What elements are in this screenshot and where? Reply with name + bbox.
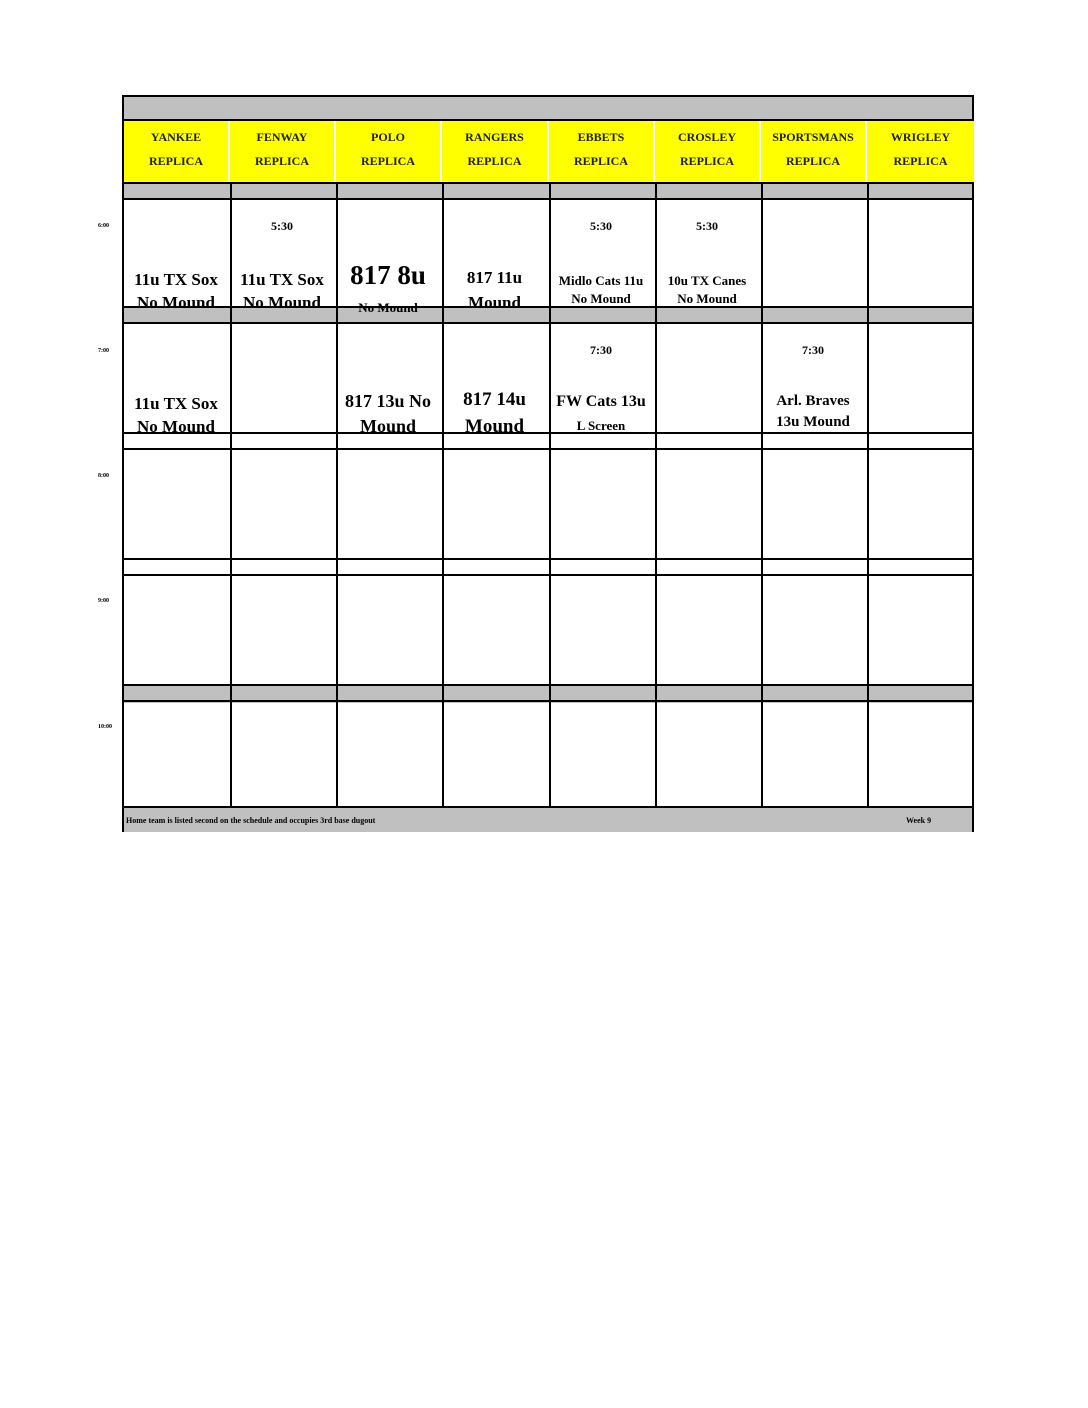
team-name: FW Cats 13u	[556, 393, 646, 410]
game-note: Mound	[464, 416, 525, 437]
team-name: 817 14u	[463, 389, 526, 410]
week-label: Week 9	[906, 816, 932, 825]
time-label: 8:00	[98, 473, 109, 479]
schedule-table	[122, 95, 974, 832]
footer-note: Home team is listed second on the schedule and occupies 3rd base dugout	[126, 816, 376, 825]
game-slot	[655, 324, 759, 430]
game-slot	[549, 200, 653, 306]
field-type: REPLICA	[573, 154, 628, 168]
game-slot	[124, 200, 228, 312]
field-type: REPLICA	[785, 154, 840, 168]
field-name: WRIGLEY	[890, 130, 951, 144]
grey-band	[124, 184, 972, 198]
game-note: No Mound	[137, 417, 215, 436]
field-type: REPLICA	[893, 154, 948, 168]
game-slot	[655, 200, 759, 306]
field-header	[655, 121, 759, 182]
grid-line	[124, 806, 972, 808]
grey-band	[124, 97, 972, 119]
grid-line	[124, 684, 972, 686]
game-slot	[124, 324, 228, 436]
game-slot	[230, 200, 334, 312]
game-slot	[761, 200, 865, 306]
field-header	[549, 121, 653, 182]
field-name: SPORTSMANS	[772, 130, 854, 144]
field-header	[124, 121, 228, 182]
field-header	[761, 121, 865, 182]
team-name: 817 13u No	[344, 391, 431, 411]
team-name: 817 11u	[466, 268, 523, 287]
grid-line	[124, 432, 972, 434]
game-note: No Mound	[571, 291, 631, 306]
field-name: RANGERS	[465, 130, 524, 144]
field-header	[442, 121, 547, 182]
grid-line	[124, 574, 972, 576]
game-slot	[761, 324, 865, 430]
grid-line	[124, 448, 972, 450]
team-name: 11u TX Sox	[134, 270, 218, 289]
field-name: EBBETS	[577, 130, 625, 144]
field-type: REPLICA	[467, 154, 522, 168]
start-time: 7:30	[802, 343, 824, 357]
field-type: REPLICA	[254, 154, 309, 168]
time-label: 6:00	[98, 223, 109, 229]
time-label: 10:00	[98, 724, 112, 730]
game-note: Mound	[359, 416, 417, 436]
game-slot	[549, 324, 653, 433]
team-name: 10u TX Canes	[667, 273, 747, 288]
start-time: 7:30	[590, 343, 612, 357]
field-type: REPLICA	[360, 154, 415, 168]
game-slot	[442, 324, 547, 437]
field-name: YANKEE	[150, 130, 202, 144]
team-name: Arl. Braves	[776, 393, 850, 409]
team-name: 11u TX Sox	[240, 270, 324, 289]
field-header	[336, 121, 440, 182]
team-name: 817 8u	[350, 260, 426, 290]
grid-line	[124, 700, 972, 702]
game-slot	[336, 200, 440, 315]
game-note: No Mound	[137, 293, 215, 312]
game-note: No Mound	[358, 300, 418, 315]
game-slot	[442, 200, 547, 312]
field-type: REPLICA	[679, 154, 734, 168]
field-header	[867, 121, 974, 182]
game-note: Mound	[468, 293, 521, 312]
time-label: 9:00	[98, 598, 109, 604]
game-note: 13u Mound	[776, 414, 850, 430]
start-time: 5:30	[696, 219, 718, 233]
game-slot	[336, 324, 440, 436]
game-note: No Mound	[243, 293, 321, 312]
game-note: L Screen	[576, 418, 626, 433]
field-header	[230, 121, 334, 182]
grid-line	[124, 182, 972, 184]
start-time: 5:30	[271, 219, 293, 233]
team-name: 11u TX Sox	[134, 394, 218, 413]
field-name: POLO	[370, 130, 405, 144]
grid-line	[124, 558, 972, 560]
time-label: 7:00	[98, 348, 109, 354]
team-name: Midlo Cats 11u	[558, 273, 644, 288]
start-time: 5:30	[590, 219, 612, 233]
field-type: REPLICA	[148, 154, 203, 168]
field-name: CROSLEY	[677, 130, 736, 144]
game-slot	[867, 200, 974, 306]
game-note: No Mound	[677, 291, 737, 306]
field-name: FENWAY	[256, 130, 308, 144]
game-slot	[867, 324, 974, 430]
game-slot	[230, 324, 334, 430]
